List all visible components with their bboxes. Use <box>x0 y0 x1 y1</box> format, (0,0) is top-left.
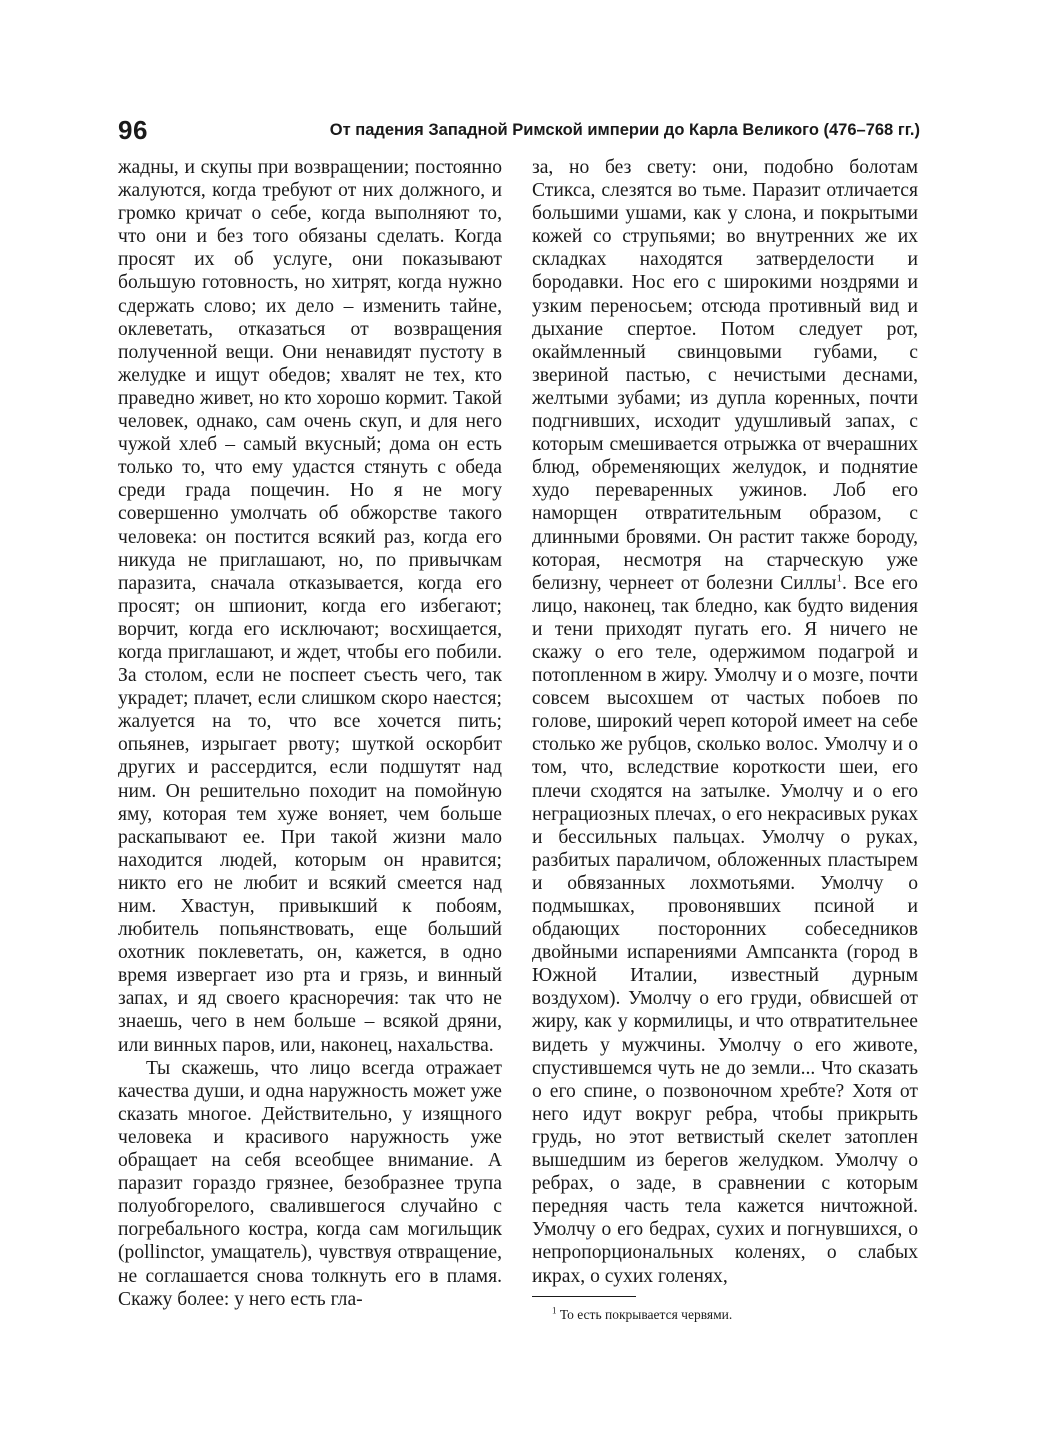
footnote-mark: 1 <box>552 1305 557 1316</box>
paragraph-2: Ты скажешь, что лицо всегда отражает качества души, и одна наружность может уже сказать многое. Действительно, у изящного человека и красивого наружность уже обращает на себя всеобщее внимание. А паразит гораздо грязнее, безобразнее трупа полуобгорелого, свалившегося случайно с погребального костра, когда сам могильщик (pollinctor, умащатель), чувствуя отвращение, не соглашается снова толкнуть его в пламя. Скажу более: у него есть гла- <box>118 1057 502 1310</box>
text-before-note: за, но без свету: они, подобно болотам Стикса, слезятся во тьме. Паразит отличается большими ушами, как у слона, и покрытыми кожей со струпьями; во внутренних же их складках находятся затверделости и бородавки. Нос его с широкими ноздрями и узким переносьем; отсюда противный вид и дыхание спертое. Потом следует рот, окаймленный свинцовыми губами, с звериной пастью, с нечистыми деснами, желтыми зубами; из дупла коренных, почти подгнивших, исходит удушливый запах, с которым смешивается отрыжка от вчерашних блюд, обременяющих желудок, и поднятие худо переваренных ужинов. Лоб его наморщен отвратительным образом, с длинными бровями. Он растит также бороду, которая, несмотря на старческую уже белизну, чернеет от болезни Силлы <box>532 157 918 594</box>
footnote-divider <box>532 1296 636 1297</box>
running-title: От падения Западной Римской империи до Карла Великого (476–768 гг.) <box>329 121 920 139</box>
page-header <box>118 115 920 149</box>
paragraph-1: жадны, и скупы при возвращении; постоянно жалуются, когда требуют от них должного, и громко кричат о себе, когда выполняют то, что они и без того обязаны сделать. Когда просят их об услуге, они показывают большую готовность, но хитрят, когда нужно сдержать слово; их дело – изменить тайне, оклеветать, отказаться от возвращения полученной вещи. Они ненавидят пустоту в желудке и ищут обедов; хвалят не тех, кто праведно живет, но кто хорошо кормит. Такой человек, однако, сам очень скуп, и для него чужой хлеб – самый вкусный; дома он есть только то, что ему удастся стянуть с обеда среди града пощечин. Но я не могу совершенно умолчать об обжорстве такого человека: он постится всякий раз, когда его никуда не приглашают, но, по привычкам паразита, сначала отказывается, когда его просят; он шпионит, когда его избегают; ворчит, когда его исключают; восхищается, когда приглашают, и ждет, чтобы его побили. За столом, если не поспеет съесть чего, так украдет; плачет, если слишком скоро наестся; жалуется на то, что все хочется пить; опьянев, изрыгает рвоту; шуткой оскорбит других и рассердится, если подшутят над ним. Он решительно походит на помойную яму, которая тем хуже воняет, чем больше раскапывают ее. При такой жизни мало находится людей, которым он нравится; никто его не любит и всякий смеется над ним. Хвастун, привыкший к побоям, любитель попьянствовать, еще больший охотник поклеветать, он, кажется, в одно время извергает изо рта и грязь, и винный запах, и яд своего красноречия: так что не знаешь, чего в нем больше – всякой дряни, или винных паров, или, наконец, нахальства. <box>118 157 502 1056</box>
footnote-text: То есть покрывается червями. <box>556 1307 733 1322</box>
footnote-reference: 1 <box>836 572 842 585</box>
page-number: 96 <box>118 115 148 145</box>
text-after-note: . Все его лицо, наконец, так бледно, как будто видения и тени приходят пугать его. Я ничего не скажу о его теле, одержимом подагрой и потопленном в жиру. Умолчу и о мозге, почти совсем высохшем от частых побоев по голове, широкий череп которой имеет на себе столько же рубцов, сколько волос. Умолчу и о том, что, вследствие короткости шеи, его плечи сходятся на затылке. Умолчу и о его неграциозных плечах, о его некрасивых руках и бессильных пальцах. Умолчу о руках, разбитых параличом, обложенных пластырем и обвязанных лохмотьями. Умолчу о подмышках, провонявших псиной и обдающих посторонних собеседников двойными испарениями Ампсанкта (город в Южной Италии, известный дурным воздухом). Умолчу о его груди, обвисшей от жиру, как у кормилицы, и что отвратительнее видеть у мужчины. Умолчу о его животе, спустившемся чуть не до земли... Что сказать о его спине, о позвоночном хребте? Хотя от него идут вокруг ребра, чтобы прикрыть грудь, но этот ветвистый скелет затоплен вышедшим из берегов желудком. Умолчу о ребрах, о заде, в сравнении с которым передняя часть тела кажется ничтожной. Умолчу о его бедрах, сухих и погнувшихся, о непропорциональных коленях, о слабых икрах, о сухих голенях, <box>532 572 918 1287</box>
left-column <box>118 156 502 1311</box>
right-column <box>532 156 918 1288</box>
paragraph-continuation <box>532 156 918 1288</box>
footnote <box>552 1306 912 1323</box>
